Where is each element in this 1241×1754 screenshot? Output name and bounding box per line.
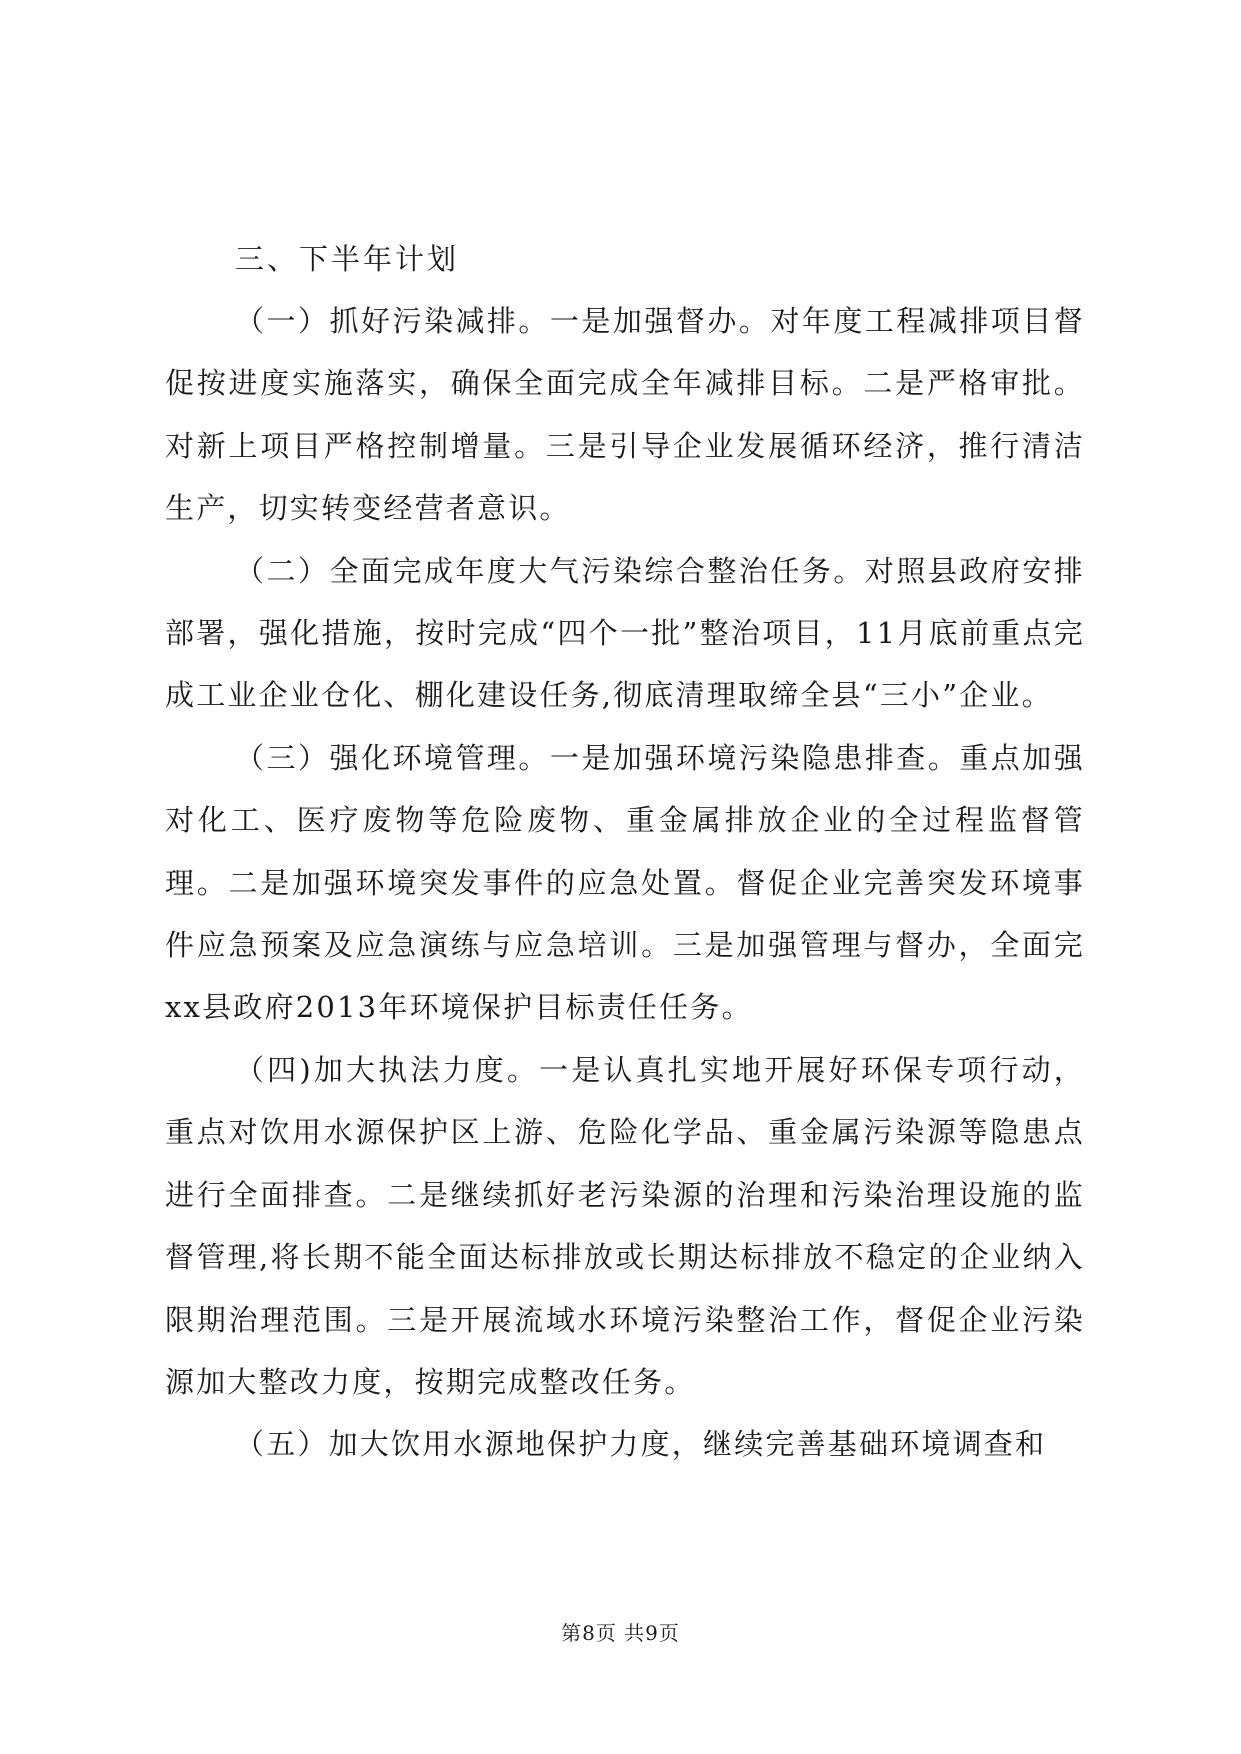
paragraph-5: （五）加大饮用水源地保护力度，继续完善基础环境调查和 (235, 1427, 1047, 1462)
paragraph-1: （一）抓好污染减排。一是加强督办。对年度工程减排项目督促按进度实施落实，确保全面完成全年减排目标。二是严格审批。对新上项目严格控制增量。三是引导企业发展循环经济，推行清洁生产，切实转变经营者意识。 (165, 304, 1085, 526)
document-body (165, 228, 1085, 1476)
page-footer: 第8页 共9页 (561, 1621, 680, 1645)
paragraph-2: （二）全面完成年度大气污染综合整治任务。对照县政府安排部署，强化措施，按时完成“四个一批”整治项目，11月底前重点完成工业企业仓化、棚化建设任务,彻底清理取缔全县“三小”企业。 (165, 553, 1085, 713)
paragraph-3: （三）强化环境管理。一是加强环境污染隐患排查。重点加强对化工、医疗废物等危险废物、重金属排放企业的全过程监督管理。二是加强环境突发事件的应急处置。督促企业完善突发环境事件应急预案及应急演练与应急培训。三是加强管理与督办，全面完xx县政府2013年环境保护目标责任任务。 (165, 740, 1085, 1025)
paragraph-4: （四)加大执法力度。一是认真扎实地开展好环保专项行动，重点对饮用水源保护区上游、危险化学品、重金属污染源等隐患点进行全面排查。二是继续抓好老污染源的治理和污染治理设施的监督管理,将长期不能全面达标排放或长期达标排放不稳定的企业纳入限期治理范围。三是开展流域水环境污染整治工作，督促企业污染源加大整改力度，按期完成整改任务。 (165, 1052, 1085, 1399)
section-heading: 三、下半年计划 (235, 242, 460, 276)
